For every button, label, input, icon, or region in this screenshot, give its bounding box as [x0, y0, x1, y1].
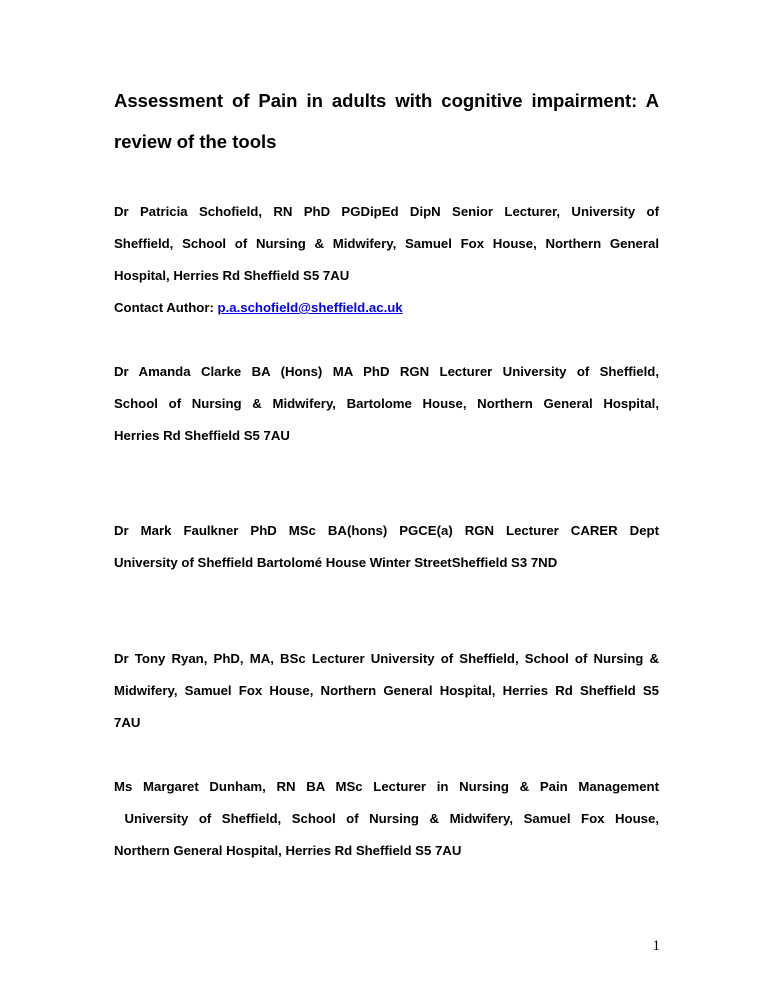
author-ryan-line-1: Dr Tony Ryan, PhD, MA, BSc Lecturer University of Sheffield, School of Nursing &: [114, 651, 659, 666]
author-faulkner-line-2: University of Sheffield Bartolomé House Winter StreetSheffield S3 7ND: [114, 555, 558, 570]
author-schofield-line-3: Hospital, Herries Rd Sheffield S5 7AU: [114, 268, 350, 283]
author-ryan-line-2: Midwifery, Samuel Fox House, Northern General Hospital, Herries Rd Sheffield S5: [114, 683, 659, 698]
author-clarke-line-1: Dr Amanda Clarke BA (Hons) MA PhD RGN Lecturer University of Sheffield,: [114, 364, 659, 379]
contact-email-link[interactable]: p.a.schofield@sheffield.ac.uk: [217, 300, 403, 315]
author-clarke-line-2: School of Nursing & Midwifery, Bartolome House, Northern General Hospital,: [114, 396, 659, 411]
author-dunham-line-2: University of Sheffield, School of Nursing & Midwifery, Samuel Fox House,: [114, 811, 659, 826]
author-clarke-line-3: Herries Rd Sheffield S5 7AU: [114, 428, 290, 443]
author-dunham-line-1: Ms Margaret Dunham, RN BA MSc Lecturer in Nursing & Pain Management: [114, 779, 659, 794]
author-schofield-line-1: Dr Patricia Schofield, RN PhD PGDipEd DipN Senior Lecturer, University of: [114, 204, 659, 219]
author-schofield-line-2: Sheffield, School of Nursing & Midwifery, Samuel Fox House, Northern General: [114, 236, 659, 251]
contact-author-line: [114, 300, 659, 315]
author-dunham-line-3: Northern General Hospital, Herries Rd Sheffield S5 7AU: [114, 843, 462, 858]
author-ryan-line-3: 7AU: [114, 715, 141, 730]
paper-title-line-1: Assessment of Pain in adults with cognitive impairment: A: [114, 90, 659, 111]
paper-title-line-2: review of the tools: [114, 131, 277, 152]
contact-author-label: Contact Author:: [114, 300, 214, 315]
page-number: 1: [652, 938, 660, 954]
author-faulkner-line-1: Dr Mark Faulkner PhD MSc BA(hons) PGCE(a) RGN Lecturer CARER Dept: [114, 523, 659, 538]
